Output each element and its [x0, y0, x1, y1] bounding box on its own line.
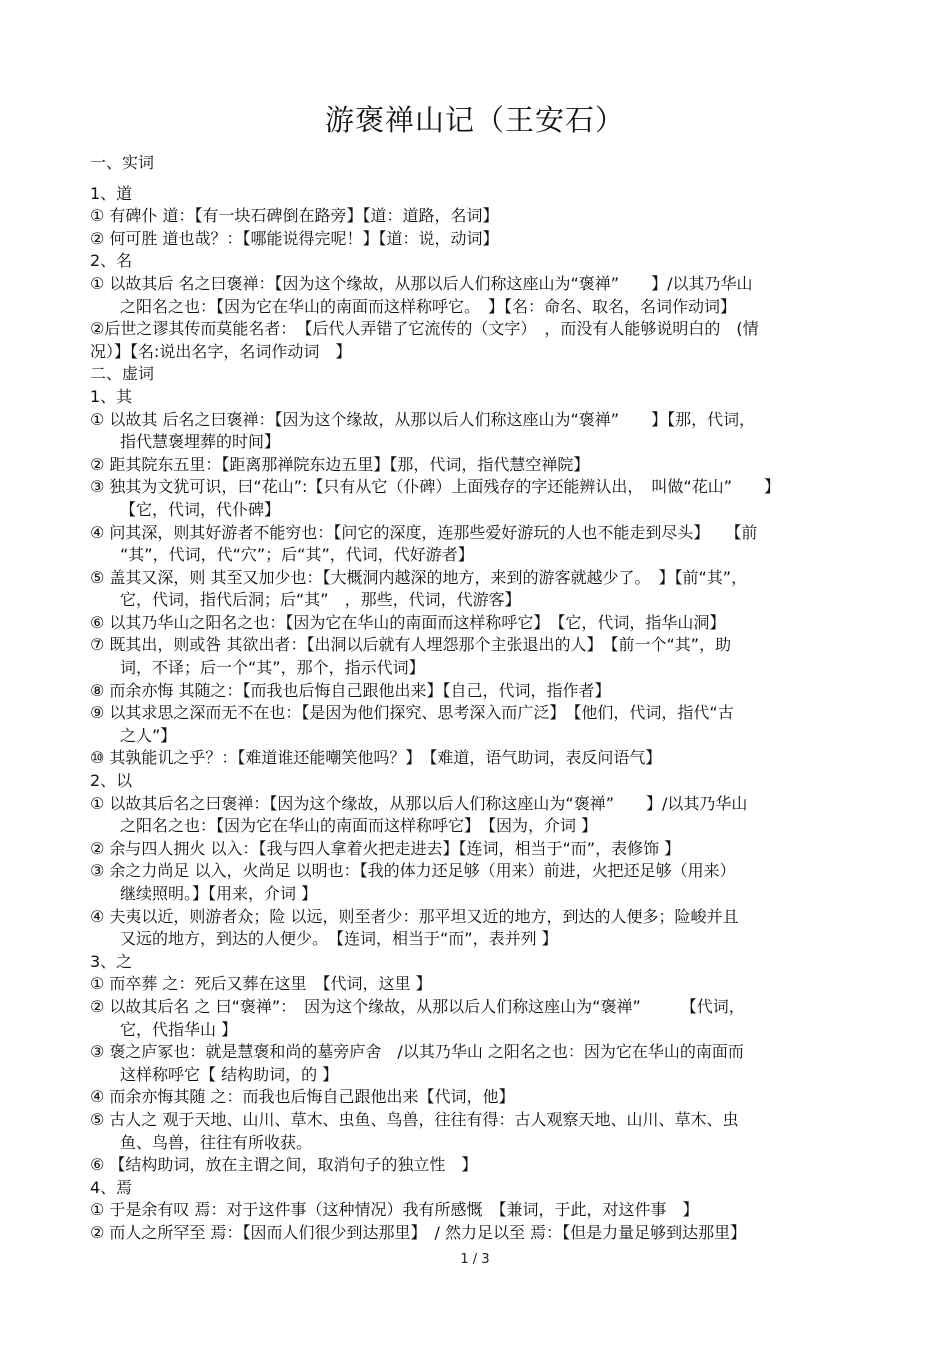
text-line: 之阳名之也：【因为它在华山的南面而这样称呼它。 】【名：命名、取名，名词作动词】 [120, 296, 737, 316]
text-line: ③ 褒之庐冢也：就是慧褒和尚的墓旁庐舍 /以其乃华山 之阳名之也：因为它在华山的南面而 [90, 1042, 744, 1062]
text-line: ⑦ 既其出，则或咎 其欲出者：【出洞以后就有人埋怨那个主张退出的人】 【前一个“其”，助 [90, 635, 732, 655]
text-line: 又远的地方，到达的人便少。 【连词，相当于“而”，表并列 】 [120, 929, 558, 949]
section-heading: 二、虚词 [90, 364, 155, 384]
text-line: ④ 问其深，则其好游者不能穷也：【问它的深度，连那些爱好游玩的人也不能走到尽头】 【前 [90, 522, 758, 542]
text-line: ③ 独其为文犹可识，曰“花山”:【只有从它（仆碑）上面残存的字还能辨认出， 叫做“花山” 】 [90, 477, 780, 497]
section-heading: 一、实词 [90, 153, 155, 172]
item-heading: 2、以 [90, 771, 133, 791]
document-body [90, 152, 865, 1245]
text-line: ⑥ 以其乃华山之阳名之也：【因为它在华山的南面而这样称呼它】 【它，代词，指华山洞】 [90, 612, 726, 632]
text-line: 【它，代词，代仆碑】 [120, 499, 281, 519]
item-heading: 3、之 [90, 951, 133, 971]
text-line: 继续照明。】【用来，介词 】 [120, 884, 318, 903]
text-line: ① 于是余有叹 焉：对于这件事（这种情况）我有所感慨 【兼词，于此，对这件事 】 [90, 1200, 699, 1220]
text-line: ④ 而余亦悔其随 之：而我也后悔自己跟他出来【代词，他】 [90, 1087, 515, 1107]
text-line: ④ 夫夷以近，则游者众；险 以远，则至者少：那平坦又近的地方，到达的人便多；险峻并且 [90, 906, 739, 926]
text-line: 之人”】 [120, 725, 177, 745]
item-heading: 2、名 [90, 251, 133, 271]
text-line: “其”，代词，代“穴”；后“其”，代词，代好游者】 [120, 545, 474, 565]
text-line: ⑩ 其孰能讥之乎？：【难道谁还能嘲笑他吗？】 【难道，语气助词，表反问语气】 [90, 748, 662, 768]
item-heading: 1、道 [90, 183, 133, 203]
text-line: ① 以故其后 名之曰褒禅：【因为这个缘故，从那以后人们称这座山为“褒禅” 】/以其乃华山 [90, 273, 753, 293]
text-line: 指代慧褒埋葬的时间】 [120, 432, 281, 452]
text-line: 况）】【名:说出名字，名词作动词 】 [90, 341, 352, 361]
text-line: ② 余与四人拥火 以入：【我与四人拿着火把走进去】【连词，相当于“而”，表修饰 】 [90, 838, 681, 858]
text-line: ⑨ 以其求思之深而无不在也：【是因为他们探究、思考深入而广泛】 【他们，代词，指代“古 [90, 703, 734, 723]
text-line: ② 何可胜 道也哉？：【哪能说得完呢！】【道：说，动词】 [90, 228, 499, 248]
text-line: 词，不译；后一个“其”，那个，指示代词】 [120, 658, 425, 678]
text-line: 它，代词，指代后洞；后“其” ，那些，代词，代游客】 [120, 590, 521, 610]
page-title: 游褒禅山记（王安石） [324, 103, 625, 137]
text-line: ① 以故其后名之曰褒禅：【因为这个缘故，从那以后人们称这座山为“褒禅” 】/以其乃华山 [90, 793, 748, 813]
item-heading: 1、其 [90, 386, 133, 406]
text-line: ② 距其院东五里：【距离那禅院东边五里】【那，代词，指代慧空禅院】 [90, 454, 590, 474]
page-number: 1 / 3 [460, 1252, 490, 1267]
text-line: 鱼、鸟兽，往往有所收获。 [120, 1132, 313, 1152]
text-line: ⑤ 盖其又深，则 其至又加少也：【大概洞内越深的地方，来到的游客就越少了。 】【前“其”， [90, 567, 748, 587]
text-line: ② 以故其后名 之 曰“褒禅”： 因为这个缘故，从那以后人们称这座山为“褒禅” 【代词， [90, 996, 745, 1016]
text-line: ⑧ 而余亦悔 其随之：【而我也后悔自己跟他出来】【自己，代词，指作者】 [90, 680, 611, 700]
text-line: 它，代指华山 】 [120, 1019, 238, 1039]
text-line: 这样称呼它【 结构助词，的 】 [120, 1064, 339, 1084]
text-line: ① 以故其 后名之曰褒禅：【因为这个缘故，从那以后人们称这座山为“褒禅” 】【那，代词， [90, 409, 756, 429]
text-line: ① 而卒葬 之：死后又葬在这里 【代词，这里 】 [90, 974, 432, 994]
text-line: ③ 余之力尚足 以入，火尚足 以明也：【我的体力还足够（用来）前进，火把还足够（用来） [90, 861, 736, 881]
text-line: ⑥ 【结构助词，放在主谓之间，取消句子的独立性 】 [90, 1155, 478, 1175]
text-line: 之阳名之也：【因为它在华山的南面而这样称呼它】 【因为，介词 】 [120, 816, 598, 836]
text-line: ②后世之谬其传而莫能名者： 【后代人弄错了它流传的（文字） ，而没有人能够说明白的 (情 [90, 319, 759, 339]
text-line: ② 而人之所罕至 焉：【因而人们很少到达那里】 / 然力足以至 焉：【但是力量足够到达那里】 [90, 1222, 747, 1242]
text-line: ① 有碑仆 道：【有一块石碑倒在路旁】【道：道路，名词】 [90, 206, 499, 226]
text-line: ⑤ 古人之 观于天地、山川、草木、虫鱼、鸟兽，往往有得：古人观察天地、山川、草木、虫 [90, 1109, 739, 1129]
item-heading: 4、焉 [90, 1177, 133, 1197]
